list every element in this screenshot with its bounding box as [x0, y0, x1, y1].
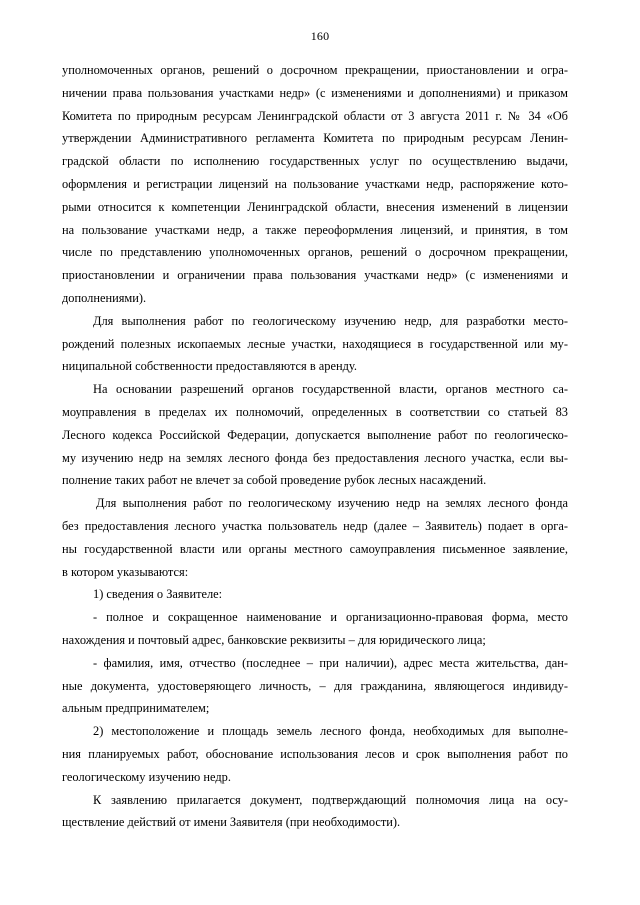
text-line: рыми относится к компетенции Ленинградской области, внесения изменений в лицензии: [62, 199, 568, 214]
text-line: альным предпринимателем;: [62, 701, 210, 716]
text-line: геологическому изучению недр.: [62, 769, 231, 784]
text-line: нахождения и почтовый адрес, банковские реквизиты – для юридического лица;: [62, 632, 486, 647]
text-line: без предоставления лесного участка пользователь недр (далее – Заявитель) подает в орга-: [62, 518, 568, 533]
text-line: числе по представлению уполномоченных органов, решений о досрочном прекращении,: [62, 245, 568, 260]
paragraph: [62, 59, 568, 310]
text-line: ны государственной власти или органы местного самоуправления письменное заявление,: [62, 541, 568, 556]
text-line: моуправления в пределах их полномочий, определенных в соответствии со статьей 83: [62, 404, 568, 419]
text-line: Для выполнения работ по геологическому изучению недр, для разработки место-: [93, 313, 568, 328]
text-line: Для выполнения работ по геологическому изучению недр на землях лесного фонда: [96, 496, 568, 511]
paragraph: [62, 583, 568, 606]
text-line: ничении права пользования участками недр» (с изменениями и дополнениями) и приказом: [62, 85, 568, 100]
paragraph: [62, 310, 568, 378]
text-line: оформления и регистрации лицензий на пользование участками недр, распоряжение кото-: [62, 176, 568, 191]
text-line: ния планируемых работ, обоснование использования лесов и срок выполнения работ по: [62, 746, 568, 761]
text-line: Комитета по природным ресурсам Ленинградской области от 3 августа 2011 г. № 34 «Об: [62, 108, 568, 123]
text-line: 1) сведения о Заявителе:: [93, 587, 223, 602]
paragraph: [62, 652, 568, 720]
paragraph: [62, 378, 568, 492]
text-line: - фамилия, имя, отчество (последнее – при наличии), адрес места жительства, дан-: [93, 655, 568, 670]
text-line: на пользование участками недр, а также переоформления лицензий, и принятия, в том: [62, 222, 568, 237]
text-line: К заявлению прилагается документ, подтверждающий полномочия лица на осу-: [93, 792, 568, 807]
text-line: полнение таких работ не влечет за собой проведение рубок лесных насаждений.: [62, 473, 487, 488]
text-line: градской области по исполнению государственных услуг по осуществлению выдачи,: [62, 154, 568, 169]
paragraph: [62, 492, 568, 583]
text-line: ществление действий от имени Заявителя (при необходимости).: [62, 815, 401, 830]
text-line: в котором указываются:: [62, 564, 189, 579]
text-line: рождений полезных ископаемых лесные участки, находящиеся в государственной или му-: [62, 336, 568, 351]
text-line: ные документа, удостоверяющего личность, – для гражданина, являющегося индивиду-: [62, 678, 568, 693]
paragraph: [62, 720, 568, 788]
text-line: му изучению недр на землях лесного фонда без предоставления лесного участка, если вы-: [62, 450, 568, 465]
text-line: уполномоченных органов, решений о досрочном прекращении, приостановлении и огра-: [62, 63, 568, 77]
text-line: ниципальной собственности предоставляются в аренду.: [62, 359, 357, 374]
text-line: Лесного кодекса Российской Федерации, допускается выполнение работ по геологическо-: [62, 427, 568, 442]
text-line: приостановлении и ограничении права пользования участками недр» (с изменениями и: [62, 268, 568, 283]
text-line: утверждении Административного регламента Комитета по природным ресурсам Ленин-: [62, 131, 568, 146]
text-line: - полное и сокращенное наименование и организационно-правовая форма, место: [93, 610, 568, 625]
text-line: 2) местоположение и площадь земель лесного фонда, необходимых для выполне-: [93, 724, 568, 739]
document-body: [62, 59, 568, 834]
text-line: дополнениями).: [62, 290, 147, 305]
paragraph: [62, 789, 568, 835]
page-number: 160: [310, 29, 330, 43]
text-line: На основании разрешений органов государственной власти, органов местного са-: [93, 382, 568, 397]
paragraph: [62, 606, 568, 652]
